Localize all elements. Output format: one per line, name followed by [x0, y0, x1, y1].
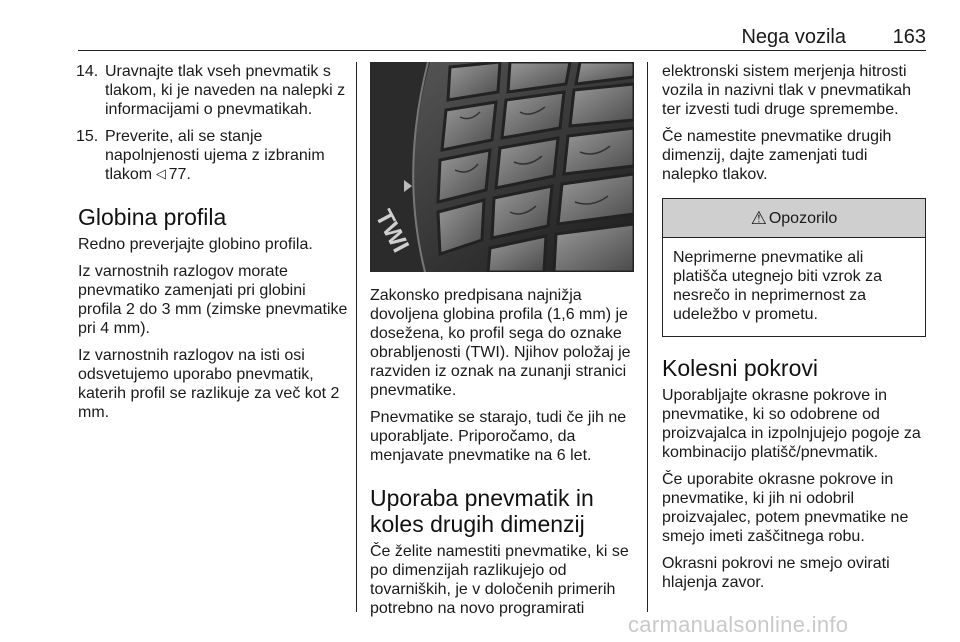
paragraph: Iz varnostnih razlogov na isti osi odsvetujemo uporabo pnevmatik, katerih profil se razlikuje za več kot 2 mm. — [78, 347, 340, 421]
page-reference-link[interactable]: 77. — [168, 166, 191, 183]
warning-header — [663, 199, 925, 238]
list-item — [78, 127, 350, 184]
column-left — [78, 62, 350, 430]
paragraph: Zakonsko predpisana najnižja dovoljena globina profila (1,6 mm) je dosežena, ko profil sega do oznake obrabljenosti (TWI). Njihov položaj je razviden iz oznak na zunanji stranici pnevmatike. — [370, 287, 631, 399]
list-item — [78, 62, 350, 119]
paragraph: Če namestite pnevmatike drugih dimenzij, dajte zamenjati tudi nalepko tlakov. — [662, 128, 892, 183]
paragraph: Uporabljajte okrasne pokrove in pnevmatike, ki so odobrene od proizvajalca in izpolnjujejo pogoje za kombinacijo platišč/pnevmatik. — [662, 387, 921, 461]
paragraph: Iz varnostnih razlogov morate pnevmatiko zamenjati pri globini profila 2 do 3 mm (zimske pnevmatike pri 4 mm). — [78, 263, 348, 337]
section-heading-other-dimensions: Uporaba pnevmatik in koles drugih dimenzij — [370, 485, 594, 537]
section-heading-wheel-covers: Kolesni pokrovi — [662, 355, 818, 381]
paragraph: Če želite namestiti pnevmatike, ki se po dimenzijah razlikujejo od tovarniških, je v določenih primerih potrebno na novo programirati — [370, 543, 629, 617]
column-divider — [356, 62, 357, 612]
warning-text: Neprimerne pnevmatike ali platišča utegnejo biti vzrok za nesrečo in neprimernost za udeležbo v prometu. — [673, 249, 882, 323]
list-number: 15. — [76, 128, 99, 145]
paragraph: Če uporabite okrasne pokrove in pnevmatike, ki jih ni odobril proizvajalec, potem pnevmatike ne smejo imeti zaščitnega robu. — [662, 471, 909, 545]
paragraph: Pnevmatike se starajo, tudi če jih ne uporabljate. Priporočamo, da menjavate pnevmatike na 6 let. — [370, 409, 627, 464]
paragraph: Okrasni pokrovi ne smejo ovirati hlajenja zavor. — [662, 555, 890, 591]
page-number: 163 — [892, 26, 926, 48]
column-right — [662, 62, 926, 600]
warning-title: Opozorilo — [768, 209, 838, 227]
paragraph: elektronski sistem merjenja hitrosti vozila in nazivni tlak v pnevmatikah ter izvesti tudi druge spremembe. — [662, 63, 912, 118]
list-number: 14. — [76, 63, 99, 80]
steps-list — [78, 62, 350, 184]
section-title: Nega vozila — [741, 26, 846, 48]
warning-body — [663, 238, 925, 336]
tire-tread-image — [370, 62, 634, 272]
section-heading-tread-depth: Globina profila — [78, 204, 227, 230]
page-reference-arrow-icon: ▽ — [154, 169, 170, 180]
page-header — [78, 0, 926, 51]
twi-marking: TWI — [370, 205, 415, 257]
column-middle — [370, 62, 634, 626]
paragraph: Redno preverjajte globino profila. — [78, 236, 313, 253]
list-text: Uravnajte tlak vseh pnevmatik s tlakom, ki je naveden na nalepki z informacijami o pnevmatikah. — [105, 63, 346, 118]
warning-triangle-icon: ⚠ — [750, 207, 767, 228]
warning-box — [662, 198, 926, 337]
list-text: Preverite, ali se stanje napolnjenosti ujema z izbranim tlakom — [105, 128, 325, 183]
watermark: carmanualsonline.info — [628, 612, 849, 637]
column-divider — [647, 62, 648, 612]
